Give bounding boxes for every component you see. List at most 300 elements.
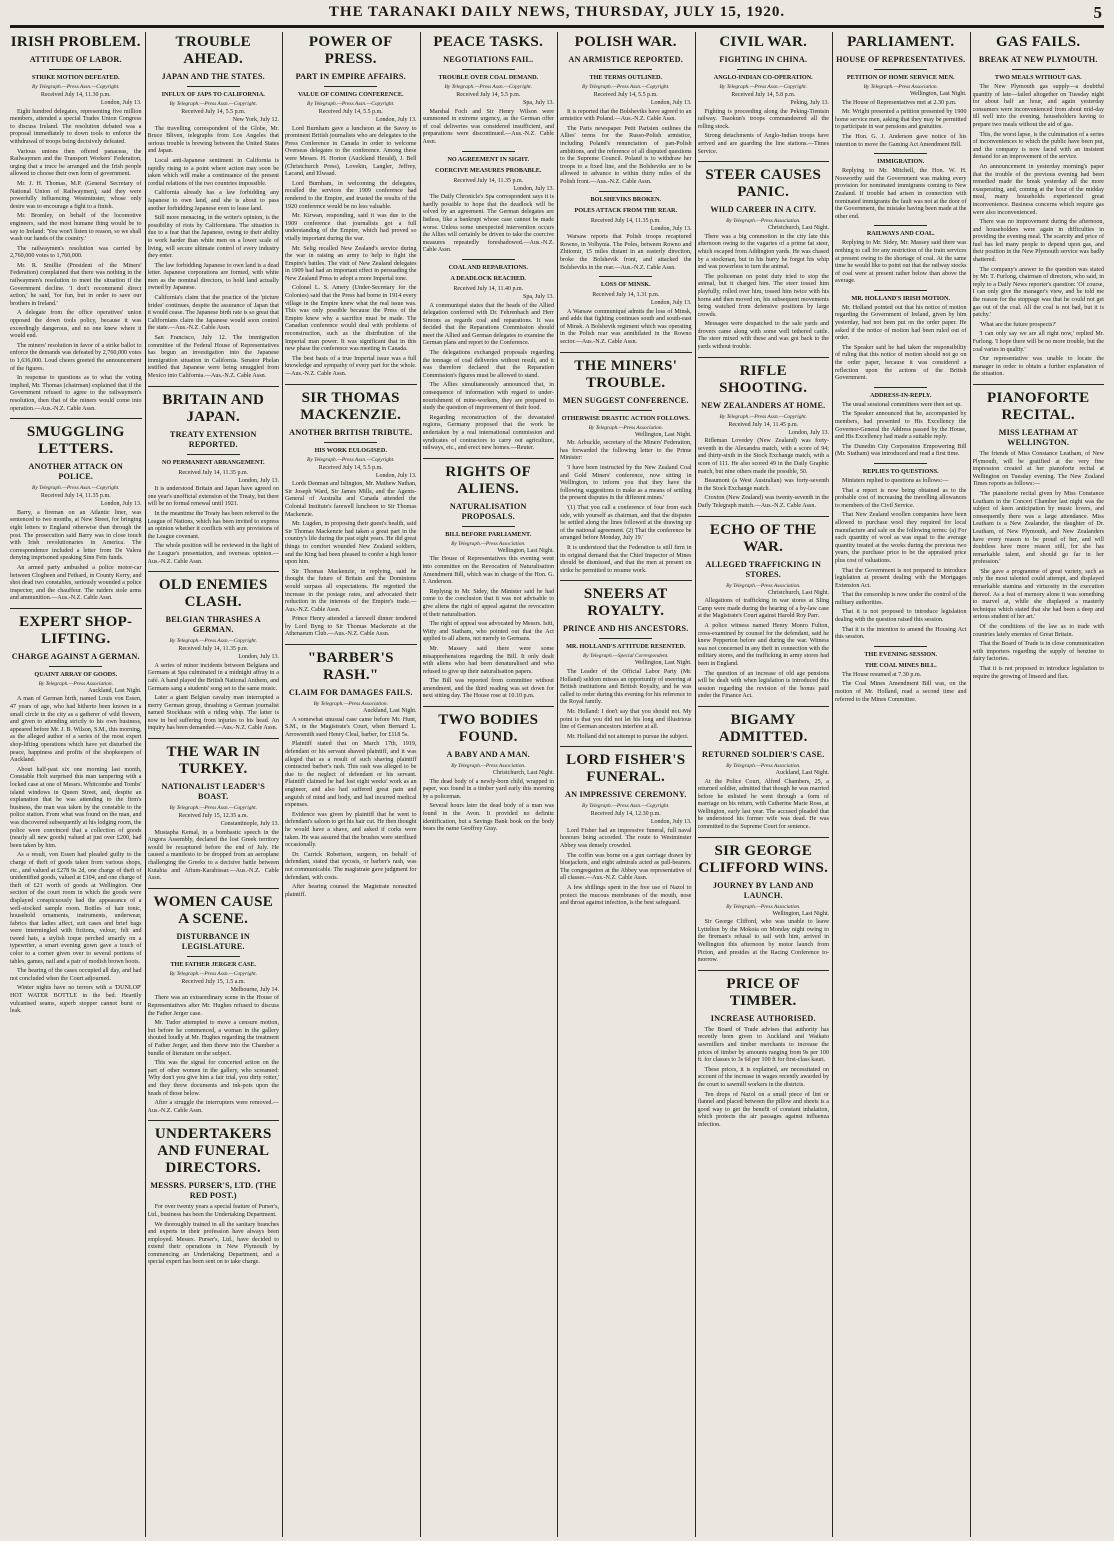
- article-headline: OLD ENEMIES CLASH.: [158, 577, 268, 611]
- article-subhead: RETURNED SOLDIER'S CASE.: [702, 749, 825, 759]
- article-divider: [148, 386, 280, 387]
- article-paragraph: Of the conditions of the law as to trade with countries lately enemies of Great Britain.: [972, 624, 1104, 638]
- article-paragraph: Mr. J. H. Thomas, M.P. (General Secretary of National Union of Railwaymen), said they were powerfully influencing Westminster, whose only desire was to encourage a fight to a finish.: [10, 180, 142, 210]
- article-dateline: Christchurch, Last Night.: [768, 589, 829, 596]
- article-byline: By Telegraph.—Press Assn.—Copyright.: [169, 101, 257, 107]
- article-paragraph: For over twenty years a special feature of Purser's, Ltd., business has been the Undertaking Department.: [147, 1204, 279, 1218]
- article: [560, 352, 692, 576]
- news-column: [835, 32, 967, 1537]
- article-subhead: CHARGE AGAINST A GERMAN.: [11, 651, 140, 661]
- article-paragraph: San Francisco, July 12. The immigration committee of the Federal House of Representatives has begun an investigation into the Japanese immigration situation in California. Senator Phelan testified that Japanese were being smuggled from Mexico into California.—Aus.-N.Z. Cable Assn.: [147, 335, 279, 379]
- article-paragraph: Mr. Wright presented a petition presented by 1900 home service men, asking that they may be permitted to participate in war pensions and gratuities.: [835, 109, 967, 131]
- article-dateline: London, July 13.: [650, 225, 692, 232]
- subhead-divider: [187, 454, 240, 455]
- article-divider: [10, 418, 142, 419]
- article-received: Received July 14, 5.5 p.m.: [593, 92, 658, 98]
- article-headline: PARLIAMENT.: [847, 34, 955, 50]
- article-headline: IRISH PROBLEM.: [10, 34, 141, 50]
- article-paragraph: Several hours later the dead body of a man was found in the Avon. It provided no definite identification, but a Savings Bank book on the body bears the name Geoffrey Gray.: [422, 803, 554, 833]
- article-subhead: NATURALISATION PROPOSALS.: [449, 501, 527, 521]
- article-subhead: BOLSHEVIKS BROKEN.: [590, 195, 661, 203]
- article-headline: PEACE TASKS.: [433, 34, 544, 50]
- article-paragraph: This was the signal for concerted action on the part of other women in the gallery, who screamed: 'Why don't you give him a fair trial, you dirty rotter,' and they threw documents and ink-pots upon the heads of those below.: [147, 1060, 279, 1097]
- article-byline: By Telegraph.—Press Association.: [451, 763, 526, 770]
- article-headline: TROUBLE AHEAD.: [175, 34, 251, 67]
- article-subhead: IMMIGRATION.: [877, 158, 925, 166]
- article-received: Received July 14, 11.35 p.m.: [590, 217, 661, 224]
- article: [698, 706, 830, 832]
- article-dateline: Christchurch, Last Night.: [768, 225, 829, 232]
- article-headline: SIR THOMAS MACKENZIE.: [300, 389, 402, 423]
- article-received: Received July 14, 5.5 p.m.: [456, 92, 521, 98]
- article-paragraph: A Warsaw communiqué admits the loss of Minsk, and adds that fighting continues south and south-east of Minsk. A Bolshevik regiment which was operating in the Polish rear was annihilated in the Rowno sector.—Aus.-N.Z. Cable Assn.: [560, 308, 692, 346]
- article-subhead: AN ARMISTICE REPORTED.: [568, 55, 683, 64]
- article-paragraph: Our representative was unable to locate the manager in order to obtain a further explanation of the situation.: [972, 356, 1104, 378]
- article-paragraph: In response to questions as to what the voting implied, Mr. Thomas (chairman) explained that if the Government refused to agree to the railwaymen's resolution, then that of the miners would come into operation.—Aus.-N.Z. Cable Assn.: [10, 375, 142, 412]
- article-paragraph: The Allies simultaneously announced that, in consequence of information with regard to under-nourishment of mine-workers, they are prepared to study the question of improvement of their food.: [422, 382, 554, 412]
- article-paragraph: Mr. Holland did not attempt to pursue the subject.: [567, 733, 689, 740]
- article-paragraph: 'The pianoforte recital given by Miss Constance Leatham in the Concert Chamber last night was the subject of keen anticipation by music lovers, and consequently there was a large attendance. Miss Leatham is a New Zealander, the daughter of Dr. Leatham, of New Plymouth, and New Zealanders have every reason to be proud of her, and will doubtless have more reason still, for she has remarkable talent, and should go far in her profession.': [972, 490, 1104, 566]
- article-subhead: TROUBLE OVER COAL DEMAND.: [438, 74, 539, 81]
- article-paragraph: The delegations exchanged proposals regarding the tonnage of coal deliveries without result, and it was therefore declared that the Reparation Commission's figures must be allowed to stand.: [422, 350, 554, 379]
- article-subhead: BELGIAN THRASHES A GERMAN.: [165, 615, 261, 635]
- article-headline: CIVIL WAR.: [719, 34, 808, 50]
- article-paragraph: Dr. Carrick Robertson, surgeon, on behalf of defendant, stated that sycosis, or barber's rash, was not communicable. The magistrate gave judgment for defendant, with costs.: [285, 851, 417, 881]
- article-received: Received July 14, 11.35 p.m.: [178, 646, 249, 653]
- article-byline: By Telegraph.—Press Assn.—Copyright.: [169, 805, 257, 812]
- article-paragraph: Eight hundred delegates, representing five million members, attended a special Trades Union Congress to discuss Ireland. The resolution debated was a proposal immediately to down tools to enforce the withdrawal of troops being decisively defeated.: [10, 108, 142, 145]
- column-rule: [282, 32, 283, 1537]
- article-byline: By Telegraph.—Press Association.: [863, 84, 938, 90]
- article-subhead: QUAINT ARRAY OF GOODS.: [34, 670, 118, 678]
- section-divider: [874, 225, 927, 226]
- article-received: Received July 15, 12.35 a.m.: [178, 813, 249, 820]
- article-paragraph: These prices, it is explained, are necessitated on account of the increase in wages recently awarded by the court to sawmill workers in the districts.: [697, 1066, 829, 1088]
- news-column: [10, 32, 142, 1537]
- article: [835, 34, 967, 149]
- subhead-divider: [599, 410, 652, 411]
- article-received: Received July 14, 1.31 p.m.: [592, 292, 660, 299]
- article-paragraph: The policeman on point duty tried to stop the animal, but it charged him. The steer tossed him playfully, rolled over him, tossed him twice with his horns and then moved on, his subsequent movements being watched from defensive positions by large crowds.: [697, 273, 829, 318]
- article-headline: RIFLE SHOOTING.: [719, 362, 808, 396]
- article: [423, 259, 555, 453]
- article-byline: By Telegraph.—Press Association.: [726, 582, 801, 589]
- column-rule: [145, 32, 146, 1537]
- article: [148, 34, 280, 381]
- article-paragraph: The House of Representatives this evening went into committee on the Revocation of Naturalisation Amendment Bill, which was in charge of the Hon. G. J. Anderson.: [422, 556, 554, 586]
- article-received: Received July 14, 11.35 p.m.: [40, 493, 111, 500]
- article: [10, 418, 142, 603]
- article-dateline: London, July 13.: [650, 300, 692, 307]
- article: [698, 516, 830, 701]
- article-paragraph: Mr. Bromley, on behalf of the locomotive engineers, said the most humane thing would be to say to Ireland: 'You won't listen to reason, so we shall wash our hands of the country.': [10, 213, 142, 243]
- article-paragraph: We thoroughly trained in all the sanitary branches and experts in their profession have always been employed. Messrs. Purser's, Ltd., have decided to extend their operations in New Plymouth by commencing an Undertaking Department, and a special expert has been sent on to take charge.: [147, 1221, 279, 1266]
- article-received: Received July 14, 5.5 p.m.: [181, 109, 246, 115]
- article-subhead: THE EVENING SESSION.: [864, 650, 938, 658]
- article-paragraph: At the Police Court, Alfred Chambers, 25, a returned soldier, admitted that though he was married before he enlisted he went through a form of marriage on his return, with Catherine Marie Ross, at Wellington, early last year. The accused pleaded that he understood his former wife was dead. He was committed to the Supreme Court for sentence.: [697, 778, 829, 831]
- article-paragraph: Messages were despatched to the sale yards and drovers came along with some well tethered cattle. The steer mixed with these and was got back to the yards without trouble.: [697, 321, 829, 351]
- article-paragraph: Rifleman Lovedey (New Zealand) was forty-seventh in the Alexandra match, with a score of 94; and thirty-sixth in the Stock Exchange match, with a score of 111. He also scored 49 in the Daily Graphic match, but nine others made the possible, 50.: [697, 438, 829, 475]
- article-subhead: TREATY EXTENSION REPORTED.: [169, 429, 257, 449]
- article-paragraph: Colonel L. S. Amery (Under-Secretary for the Colonies) said that the Press had borne in 1914 every village in the Empire knew what the real issue was. This was only possible because the Press of the Empire knew why a sacrifice must be made. The Canadian conference would deal with problems of reconstruction, such as the distribution of the Imperial man power. It was significant that in this new phase the conference was meeting in Canada.: [285, 285, 417, 353]
- article-paragraph: The dead body of a newly-born child, wrapped in paper, was found in a timber yard early this morning by a policeman.: [422, 778, 554, 800]
- article: [698, 161, 830, 352]
- masthead-title: THE TARANAKI DAILY NEWS, THURSDAY, JULY 15, 1920.: [328, 4, 786, 20]
- article-paragraph: The law forbidding Japanese to own land is a dead letter. Japanese corporations are formed, with white men as the nominal directors, to hold land actually owned by Japanese.: [147, 262, 279, 292]
- article-byline: By Telegraph.—Press Assn.—Copyright.: [169, 970, 257, 977]
- article-dateline: London, July 13.: [650, 100, 692, 106]
- article-subhead: BREAK AT NEW PLYMOUTH.: [978, 55, 1098, 64]
- article-paragraph: Marshal Foch and Sir Henry Wilson were summoned in extreme urgency, as the German offer of coal deliveries was considered insufficient, and preparations were discontinued.—Aus.-N.Z. Cable Assn.: [422, 108, 554, 145]
- article-subhead: JOURNEY BY LAND AND LAUNCH.: [712, 880, 814, 900]
- article: [698, 837, 830, 965]
- section-divider: [874, 290, 927, 291]
- article-paragraph: The question of an increase of old age pensions will be dealt with when legislation is introduced this session regarding the revision of the bonus paid under the Finance Act.: [697, 670, 829, 700]
- article-paragraph: The miners' resolution in favor of a strike ballot to enforce the demands was defeated by 2,760,000 votes to 1,636,000. Loud cheers greeted the announcement of the figures.: [10, 342, 142, 372]
- article-paragraph: A series of minor incidents between Belgians and Germans at Spa culminated in a midnight affray in a café. A band played the British National Anthem, and Germans sang a students' song set to the same music.: [147, 662, 279, 692]
- article-headline: LORD FISHER'S FUNERAL.: [566, 752, 686, 786]
- section-divider: [599, 276, 652, 277]
- article-headline: UNDERTAKERS AND FUNERAL DIRECTORS.: [154, 1126, 272, 1177]
- article-divider: [698, 516, 830, 517]
- article-paragraph: Replying to Mr. Sidey, Mr. Massey said there was nothing to call for any restriction of the train services at present owing to the shortage of coal. At the same time he would like to point out that the railway stocks of coal were at present rather below than above the average.: [835, 240, 967, 285]
- article-dateline: Auckland, Last Night.: [363, 708, 417, 715]
- article-paragraph: The best basis of a true Imperial issue was a full knowledge and sympathy of every part for the whole.—Aus.-N.Z. Cable Assn.: [285, 355, 417, 377]
- article-divider: [148, 888, 280, 889]
- article: [835, 387, 967, 459]
- article-headline: SMUGGLING LETTERS.: [26, 424, 125, 458]
- article-paragraph: The railwaymen's resolution was carried by 2,760,000 votes to 1,760,000.: [10, 245, 142, 260]
- subhead-divider: [49, 69, 102, 70]
- article-byline: By Telegraph.—Special Correspondent.: [582, 653, 669, 660]
- column-rule: [557, 32, 558, 1537]
- article-paragraph: Regarding reconstruction of the devastated regions, Germany proposed that the work be undertaken by a real international commission and syndicates of contractors to carry out agriculture, railways, etc., and erect new homes.—Reuter.: [422, 414, 554, 452]
- article-received: Received July 15, 1.5 a.m.: [181, 978, 246, 985]
- article-divider: [423, 706, 555, 707]
- subhead-divider: [462, 526, 515, 527]
- article-subhead: COERCIVE MEASURES PROBABLE.: [435, 166, 542, 174]
- article-headline: POLISH WAR.: [574, 34, 677, 50]
- article: [148, 386, 280, 567]
- article-subhead: ANOTHER BRITISH TRIBUTE.: [289, 427, 413, 437]
- article-byline: By Telegraph.—Press Association.: [726, 218, 801, 225]
- article-divider: [148, 571, 280, 572]
- article-paragraph: Plaintiff stated that on March 17th, 1919, defendant or his servant shaved plaintiff, and it was alleged that as a result of such shaving plaintiff contracted barber's rash. This rash was alleged to be due to the neglect of defendant or his servant. Plaintiff claimed he had lost eight weeks' work as an engineer, and also had suffered great pain and anguish of mind and body, and had incurred medical expenses.: [285, 741, 417, 809]
- article-paragraph: That the Board of Trade is in close communication with importers regarding the supply of benzine to dairy factories.: [972, 641, 1104, 663]
- article-headline: THE MINERS' TROUBLE.: [574, 357, 678, 391]
- article-divider: [698, 161, 830, 162]
- article-byline: By Telegraph.—Press Association.: [726, 903, 801, 910]
- article-subhead: BILL BEFORE PARLIAMENT.: [445, 530, 532, 538]
- subhead-divider: [324, 442, 377, 443]
- article: [560, 34, 692, 187]
- section-divider: [874, 646, 927, 647]
- article: [148, 571, 280, 733]
- article-dateline: Wellington, Last Night.: [634, 431, 692, 438]
- article-paragraph: It is understood that the Federation is still firm in its original demand that the Chief Inspector of Mines should be dismissed, and that the men at present on strike be permitted to resume work.: [560, 544, 692, 574]
- article-paragraph: There was an extraordinary scene in the House of Representatives after Mr. Hughes refused to discuss the Father Jerger case.: [147, 995, 279, 1017]
- article-dateline: London, July 13.: [650, 819, 692, 826]
- article-divider: [973, 384, 1105, 385]
- article: [698, 357, 830, 511]
- article-subhead: THE COAL MINES BILL.: [864, 661, 937, 669]
- article-subhead: NO PERMANENT ARRANGEMENT.: [161, 458, 265, 466]
- article-paragraph: Warsaw reports that Polish troops recaptured Rowno, in Volhynia. The Poles, between Rowno and Zhitomir, 15 miles distant in an easterly direction, broke the Bolshevik front, and attacked the Bolsheviks in the rear.—Aus.-N.Z. Cable Assn.: [560, 234, 692, 271]
- article-byline: By Telegraph.—Press Assn.—Copyright.: [32, 84, 120, 90]
- article-subhead: VALUE OF COMING CONFERENCE.: [297, 91, 404, 98]
- article-paragraph: The Hon. G. J. Anderson gave notice of his intention to move the Gaming Act Amendment Bill.: [835, 133, 967, 148]
- article-dateline: Wellington, Last Night.: [909, 91, 967, 97]
- article-headline: ECHO OF THE WAR.: [709, 521, 817, 555]
- article-headline: WOMEN CAUSE A SCENE.: [153, 893, 274, 927]
- article-paragraph: That the Government is not prepared to introduce legislation at present dealing with the Mortgages Extension Act.: [835, 567, 967, 589]
- article-subhead: HIS WORK EULOGISED.: [314, 446, 387, 454]
- article-dateline: Peking, July 13.: [790, 100, 829, 106]
- article-paragraph: Mr. Selig recalled New Zealand's service during the war in raising an army to help to fight the Empire's battles. The visit of New Zealand delegates in 1909 had had an important effect in persuading the New Zealand Press to adopt a more Imperial tone.: [285, 245, 417, 282]
- columns-container: [10, 32, 1104, 1537]
- article-subhead: OTHERWISE DRASTIC ACTION FOLLOWS.: [561, 414, 690, 422]
- section-divider: [874, 153, 927, 154]
- article-paragraph: Sir George Clifford, who was unable to leave Lyttelton by the Mokoia on Monday night owing to the fireman's refusal to sail with him, arrived in Wellington this afternoon by motor launch from Picton, and presides at the Racing Conference to-morrow.: [697, 919, 829, 964]
- subhead-divider: [187, 86, 240, 87]
- article-received: Received July 14, 5.5 p.m.: [318, 464, 383, 471]
- article-paragraph: 'I have been instructed by the New Zealand Coal and Gold Miners' conference, now sitting in Wellington, to inform you that they have the following suggestions to make as a means of settling the present disputes in the different mines.': [560, 465, 692, 502]
- article-paragraph: Mr. Arbuckle, secretary of the Miners' Federation, has forwarded the following letter to the Prime Minister:: [560, 440, 692, 462]
- article-paragraph: The whole position will be reviewed in the light of the League's presentation, and overseas opinion.—Aus.-N.Z. Cable Assn.: [147, 543, 279, 565]
- article-subhead: INFLUX OF JAPS TO CALIFORNIA.: [161, 91, 265, 98]
- article-subhead: INCREASE AUTHORISED.: [710, 1013, 816, 1023]
- article-divider: [698, 706, 830, 707]
- article: [423, 34, 555, 147]
- article-paragraph: That it is the intention to amend the Housing Act this session.: [835, 626, 967, 641]
- column-rule: [970, 32, 971, 1537]
- subhead-divider: [737, 69, 790, 70]
- article-paragraph: Lord Burnham, in welcoming the delegates, recalled the services the 1909 conference had rendered to the Empire, and trusted the results of the 1920 conference would be no less valuable.: [285, 180, 417, 210]
- article-headline: THE WAR IN TURKEY.: [166, 744, 261, 778]
- subhead-divider: [599, 69, 652, 70]
- article-headline: POWER OF PRESS.: [308, 34, 393, 67]
- article-paragraph: Still more menacing, in the writer's opinion, is the possibility of riots by Californians. The situation is due to a fear that the Japanese, owing to their ability to work harder than white men on a lower scale of living, will secure ultimate control of every industry they enter.: [147, 215, 279, 260]
- article: [973, 384, 1105, 681]
- article-subhead: POLES ATTACK FROM THE REAR.: [574, 206, 678, 214]
- article-received: Received July 14, 11.40 p.m.: [453, 285, 524, 292]
- article-byline: By Telegraph.—Press Assn.—Copyright.: [719, 413, 807, 420]
- article-paragraph: The right of appeal was advocated by Messrs. Isitt, Witty and Statham, who pointed out that the Act applied to all aliens, not merely to Germans.: [422, 621, 554, 643]
- article-dateline: Wellington, Last Night.: [497, 547, 554, 554]
- article-paragraph: It is reported that the Bolsheviks have agreed to an armistice with Poland.—Aus.-N.Z. Cable Assn.: [560, 108, 692, 123]
- article-dateline: London, July 13.: [513, 185, 554, 192]
- article-headline: TWO BODIES FOUND.: [438, 712, 539, 746]
- article-paragraph: After a struggle the interrupters were removed.—Aus.-N.Z. Cable Assn.: [147, 1100, 279, 1114]
- article-paragraph: The company's answer to the question was stated by Mr. T. Furlong, chairman of directors, who said, in reply to a Daily News reporter's question: 'Of course, I can only give the manager's view, and he told me the reason for the stoppage was that he could not get gas out of the coal. All the coal is not bad, but it is patchy.': [972, 266, 1104, 319]
- article: [835, 463, 967, 642]
- article-subhead: NEGOTIATIONS FAIL.: [443, 55, 534, 64]
- subhead-divider: [462, 69, 515, 70]
- article: [835, 290, 967, 383]
- article-received: Received July 14, 11.35 p.m.: [178, 469, 249, 476]
- article: [148, 738, 280, 883]
- article-paragraph: The House of Representatives met at 2.30 p.m.: [842, 99, 957, 106]
- article-subhead: THE TERMS OUTLINED.: [589, 74, 663, 81]
- article-paragraph: A communiqué states that the heads of the Allied delegation conferred with Dr. Fehrenbach and Herr Simons as regards coal and reparations. It was decided that the Reparations Commission should meet the Allied and German delegates to examine the German plans and report to the Conference.: [422, 302, 554, 347]
- article-headline: BRITAIN AND JAPAN.: [162, 391, 265, 425]
- article-headline: "BARBER'S RASH.": [307, 650, 394, 684]
- article-paragraph: California's claim that the practice of the 'picture brides' continues, despite the assurance of Japan that it would cease. The Japanese birth rate is so great that Californians claim the Japanese would soon control the state.—Aus.-N.Z. Cable Assn.: [147, 295, 279, 332]
- article-paragraph: Beaumont (a West Australian) was forty-seventh in the Stock Exchange match.: [697, 478, 829, 492]
- article-subhead: LOSS OF MINSK.: [600, 281, 651, 289]
- article: [560, 276, 692, 347]
- article-paragraph: A somewhat unusual case came before Mr. Hunt, S.M., in the Magistrate's Court, when Bernard L. Arrowsmith sued Henry Cleal, barber, for £118 5s.: [285, 716, 417, 738]
- article: [973, 34, 1105, 379]
- article-paragraph: Prince Henry attended a farewell dinner tendered by Lord Byng to Sir Thomas Mackenzie at the Athenaeum Club.—Aus.-N.Z. Cable Assn.: [285, 616, 417, 638]
- article: [10, 34, 142, 413]
- article-paragraph: That a report is now being obtained as to the probable cost of increasing the travelling allowances to members of the Civil Service.: [835, 487, 967, 509]
- article-subhead: JAPAN AND THE STATES.: [161, 72, 265, 81]
- section-divider: [599, 191, 652, 192]
- article-subhead: HOUSE OF REPRESENTATIVES.: [836, 55, 966, 64]
- article-dateline: London, July 13.: [788, 429, 829, 436]
- article-paragraph: The Dunedin City Corporation Empowering Bill (Mr. Statham) was introduced and read a first time.: [835, 443, 967, 458]
- article-paragraph: Ministers replied to questions as follows:—: [842, 477, 949, 484]
- article: [835, 646, 967, 704]
- article-paragraph: In the meantime the Treaty has been referred to the League of Nations, which has been invited to express an opinion whether it conflicts with any provisions of the League covenant.: [147, 510, 279, 540]
- article-subhead: AN IMPRESSIVE CEREMONY.: [565, 790, 687, 800]
- news-column: [560, 32, 692, 1537]
- article-paragraph: Replying to Mr. Mitchell, the Hon. W. H. Nosworthy said the Government was making every provision for nominated immigrants coming to New Zealand. If trouble had arisen in connection with nominated immigrants the fault was not at the door of the Government, the mistake having been made at the other end.: [835, 168, 967, 220]
- article-subhead: MR. HOLLAND'S ATTITUDE RESENTED.: [566, 643, 686, 651]
- article-dateline: Auckland, Last Night.: [775, 769, 829, 776]
- article-subhead: TWO MEALS WITHOUT GAS.: [994, 74, 1082, 81]
- article-divider: [560, 746, 692, 747]
- article-paragraph: That New Zealand woollen companies have been allowed to purchase wool they required for local manufacture and sale on the following terms: (a) For such quantity of wool as was equal to the average quantity treated at the works during the previous two years, the purchase price to be the appraised price plus cost of valuations.: [835, 512, 967, 564]
- masthead: [10, 3, 1104, 27]
- article-paragraph: Replying to Mr. Sidey, the Minister said he had come to the conclusion that it was not advisable to give aliens the right of appeal against the revocation of their naturalisation.: [422, 588, 554, 618]
- article-subhead: NO AGREEMENT IN SIGHT.: [447, 155, 530, 163]
- article-paragraph: California already has a law forbidding any Japanese to own land, and she is about to pass another forbidding Japanese even to lease land.: [147, 190, 279, 212]
- article-subhead: ALLEGED TRAFFICKING IN STORES.: [705, 559, 822, 579]
- article-dateline: Auckland, Last Night.: [88, 687, 142, 694]
- article-paragraph: Later a giant Belgian cavalry man interrupted a merry German group, thrashing a German journalist named Stockhaus with a riding whip. The latter is now in bed suffering from injuries to his head. An inquiry has been demanded.—Aus.-N.Z. Cable Assn.: [147, 695, 279, 732]
- article-byline: By Telegraph.—Press Association.: [588, 424, 663, 431]
- article-divider: [560, 352, 692, 353]
- article: [423, 458, 555, 701]
- news-column: [285, 32, 417, 1537]
- article-subhead: PRINCE AND HIS ANCESTORS.: [563, 624, 689, 634]
- article: [560, 580, 692, 741]
- article-headline: RIGHTS OF ALIENS.: [445, 463, 532, 497]
- article: [423, 151, 555, 255]
- article-paragraph: Evidence was given by plaintiff that he went to defendant's saloon to get his hair cut. He then thought he would have a shave, and asked if corks were taken. He was assured that the brushes were sterilised occasionally.: [285, 811, 417, 849]
- article-paragraph: A few shillings spent in the free use of Nazol to protect the mucous membranes of the mouth, nose and throat against infection, is the best safeguard.: [560, 885, 692, 907]
- article-paragraph: A police witness named Henry Monro Fulton, cross-examined by counsel for the defendant, said he knew Pepperton before and during the war. Witness was not concerned in any theft in connection with the military stores, and the trafficking in army stores had been in England.: [697, 622, 829, 667]
- article-subhead: COAL AND REPARATIONS.: [448, 263, 528, 271]
- subhead-divider: [874, 69, 927, 70]
- article-byline: By Telegraph.—Press Assn.—Copyright.: [307, 456, 395, 463]
- article-paragraph: Various unions then offered panaceas, the Railwaymen and the Transport Workers' Federation, urging that a truce be arranged and the Irish people allowed to choose their own form of government.: [10, 148, 142, 178]
- article-paragraph: Lord Fisher had an impressive funeral, full naval honours being accorded. The route to Westminster Abbey was densely crowded.: [560, 827, 692, 850]
- article-paragraph: Winter nights have no terrors with a 'DUNLOP' HOT WATER BOTTLE in the bed. Heartily vulcanised seams, superb stopper cannot burst or leak.: [10, 985, 142, 1015]
- section-divider: [462, 259, 515, 260]
- article-paragraph: Mr. Holland pointed out that his notice of motion regarding the Government of Ireland, given by him yesterday, had not been put on the order paper. He asked if the notice of motion had been ruled out of order.: [835, 304, 967, 342]
- article-divider: [148, 1120, 280, 1121]
- article-divider: [560, 580, 692, 581]
- article-divider: [423, 458, 555, 459]
- article-byline: By Telegraph.—Press Association.: [451, 540, 526, 547]
- article-paragraph: An armed party ambushed a police motor-car between Clogheen and Fethard, in County Kerry, and shot dead two constables, seriously wounded a police inspector, and the chauffeur. The raiders stole arms and ammunition.—Aus.-N.Z. Cable Assn.: [10, 564, 142, 602]
- article-paragraph: The Coal Mines Amendment Bill was, on the motion of Mr. Holland, read a second time and referred to the Mines Committee.: [835, 681, 967, 703]
- article-paragraph: About half-past six one morning last month, Constable Holt surprised this man tampering with a locked case at one of Messrs. Whitcombe and Tombs' island windows in Queen Street, and, despite an explanation that he was attending to the firm's business, the man was taken by the constable to the police station. From what was found on the man, and was discovered subsequently at his lodging room, the police were convinced that a collection of goods (nearly all new goods) valued at just over £200, had been taken by him.: [10, 766, 142, 849]
- article-received: Received July 14, 11.45 p.m.: [728, 421, 799, 428]
- article-paragraph: There was no improvement during the afternoon, and householders were again in difficulties in providing the evening meal. The scarcity and price of fuel has led many people to depend upon gas, and their position in the New Plymouth service was badly shattered.: [972, 219, 1104, 264]
- article: [10, 608, 142, 1016]
- article-dateline: Christchurch, Last Night.: [493, 770, 554, 777]
- article-subhead: STRIKE MOTION DEFEATED.: [31, 74, 120, 81]
- article-paragraph: There was a big commotion in the city late this afternoon owing to the vagaries of a prime fat steer, which escaped from Addington yards. He was chased by a stockman, but in his hurry he forgot his whip and was powerless to turn the animal.: [697, 233, 829, 271]
- article-paragraph: 'She gave a programme of great variety, such as only the most talented could attempt, and displayed remarkable stamina and virtuosity in the execution thereof. As a feat of memory alone it was something to marvel at, while she displayed a masterly technique which stated that she had been a deep and serious student of her art.': [972, 568, 1104, 621]
- article-paragraph: A delegate from the office operatives' union opposed the down tools policy, because it was exceedingly dangerous, and no one knew where it would end.: [10, 310, 142, 340]
- article-divider: [148, 738, 280, 739]
- article-paragraph: Mr. R. Smillie (President of the Miners' Federation) complained that there was nothing in the railwaymen's resolution to meet the situation if the Government decline. 'I don't recommend direct action,' he said, 'for fun, but in order to save our brothers in Ireland.': [10, 262, 142, 307]
- article-dateline: Spa, July 13.: [522, 100, 554, 106]
- article-byline: By Telegraph.—Press Association.: [726, 762, 801, 769]
- article-paragraph: The hearing of the cases occupied all day, and had not concluded when the Court adjourned.: [10, 968, 142, 982]
- article-paragraph: Mustapha Kemal, in a bombastic speech in the Angora Assembly, declared the lost Greek territory would be recaptured before the end of July. He caused a manifesto to be dropped from an aeroplane challenging the Greeks to a decisive battle between Kutahia and Afium-Karahissar.—Aus.-N.Z. Cable Assn.: [147, 829, 279, 882]
- article-paragraph: The usual sessional committees were then set up.: [842, 401, 962, 408]
- column-rule: [832, 32, 833, 1537]
- article-paragraph: Barry, a fireman on an Atlantic liner, was sentenced to two months, at New Street, for bringing eight letters to England otherwise than through the post. The prosecution said Barry was in close touch with Irish revolutionaries in America. The correspondence included a letter from De Valera denying imprisoned speaking Sinn Fein funds.: [10, 509, 142, 562]
- article-subhead: MR. HOLLAND'S IRISH MOTION.: [851, 294, 950, 302]
- subhead-divider: [187, 956, 240, 957]
- article-byline: By Telegraph.—Press Assn.—Copyright.: [444, 84, 532, 90]
- article-byline: By Telegraph.—Press Assn.—Copyright.: [582, 84, 670, 90]
- column-rule: [420, 32, 421, 1537]
- article-paragraph: Allegations of trafficking in war stores at Sling Camp were made during the hearing of a by-law case at the Magistrate's Court against Harold Roy Parr.: [697, 598, 829, 620]
- article-received: Received July 14, 11.30 p.m.: [40, 92, 111, 98]
- article-paragraph: The travelling correspondent of the Globe, Mr. Bruce Bliven, telegraphs from Los Angeles that serious trouble is brewing between the United States and Japan.: [147, 125, 279, 155]
- article: [560, 191, 692, 273]
- article-dateline: London, July 13.: [100, 501, 142, 508]
- article-paragraph: The House resumed at 7.30 p.m.: [842, 671, 922, 678]
- article-received: Received July 14, 12.30 p.m.: [590, 811, 661, 818]
- article: [423, 706, 555, 834]
- article-paragraph: The coffin was borne on a gun carriage drawn by bluejackets, and eight admirals acted as pall-bearers. The congregation at the Abbey was representative of all classes.—Aus.-N.Z. Cable Assn.: [560, 852, 692, 882]
- masthead-rule: [10, 27, 1104, 28]
- article-paragraph: That it is not proposed to introduce legislation dealing with the question raised this session.: [835, 609, 967, 624]
- article-paragraph: Local anti-Japanese sentiment in California is rapidly rising to a point where action may soon be taken which will make a continuance of the present cordial relations of the two countries impossible.: [147, 157, 279, 187]
- article: [285, 384, 417, 639]
- article-paragraph: The Bill was reported from committee without amendment, and the third reading was set down for next sitting day. The House rose at 10.10 p.m.: [422, 678, 554, 700]
- article-headline: EXPERT SHOP-LIFTING.: [19, 613, 133, 647]
- article-paragraph: Strong detachments of Anglo-Indian troops have arrived and are guarding the line stations.—Times Service.: [697, 133, 829, 155]
- article-paragraph: Mr. Holland: I don't say that you should not. My point is that you did not let his long and illustrious line of German ancestors interfere at all.: [560, 708, 692, 731]
- article-subhead: FIGHTING IN CHINA.: [719, 55, 808, 64]
- article-paragraph: '(1) That you call a conference of four from each side, with yourself as chairman, and that the disputes be settled along the lines followed at the drawing up of the national agreement. (2) That the conference be arranged before Monday, July 19.': [560, 505, 692, 542]
- article-headline: PRICE OF TIMBER.: [726, 975, 801, 1009]
- subhead-divider: [49, 666, 102, 667]
- article-paragraph: Mr. Massey said there were some misapprehensions regarding the Bill. It only dealt with aliens who had been denaturalised and who refused to give up their naturalisation papers.: [422, 645, 554, 675]
- article-dateline: London, July 13.: [100, 100, 142, 106]
- news-column: [148, 32, 280, 1537]
- article-paragraph: A man of German birth, named Louis von Essen, 47 years of age, who had hitherto been known in a small circle in the city as a gatherer of wild flowers, and given to attending strictly to his own business, appeared before Mr. J. B. Wilson, S.M., this morning, as the alleged author of a series of the most expert shop-lifting operations which have yet disturbed the peace, happiness and profits of the shopkeepers of Auckland.: [10, 696, 142, 764]
- article-dateline: London, July 13.: [375, 117, 417, 123]
- article-received: Received July 14, 5.8 p.m.: [731, 92, 796, 98]
- article-subhead: REPLIES TO QUESTIONS.: [862, 467, 939, 475]
- column-rule: [695, 32, 696, 1537]
- article: [698, 970, 830, 1130]
- section-divider: [874, 463, 927, 464]
- article-subhead: MEN SUGGEST CONFERENCE.: [562, 395, 689, 405]
- article-headline: GAS FAILS.: [996, 34, 1081, 50]
